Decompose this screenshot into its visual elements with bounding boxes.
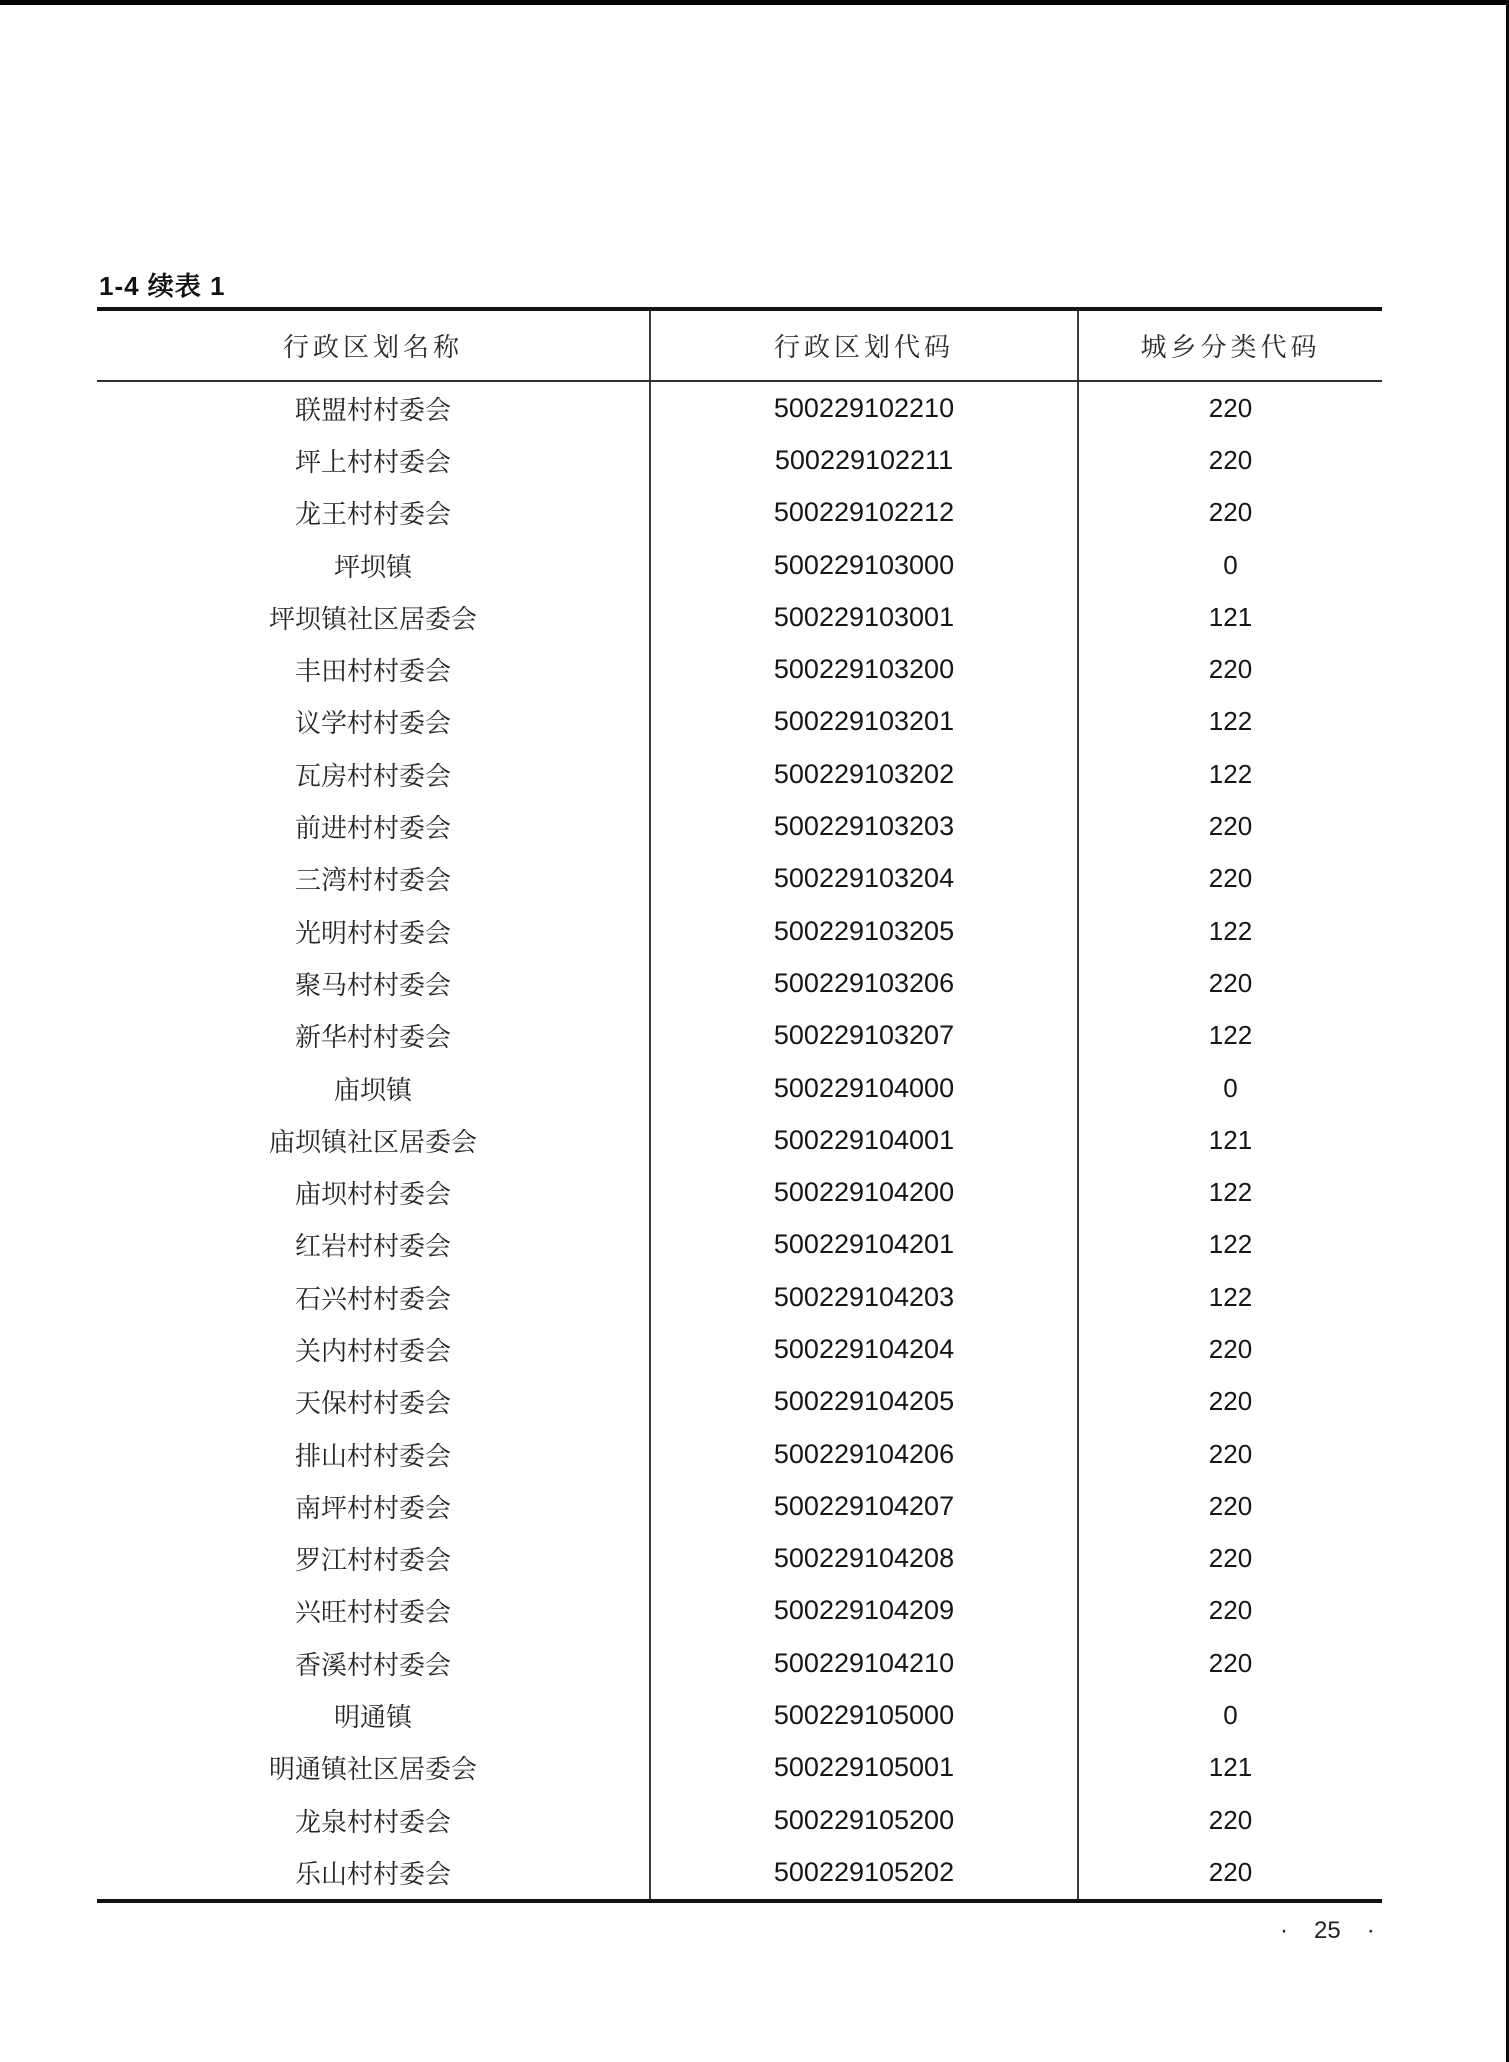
row-name-cell: 龙泉村村委会 bbox=[294, 1807, 451, 1837]
row-code-cell: 500229105202 bbox=[650, 1846, 1078, 1900]
row-name-cell: 光明村村委会 bbox=[294, 918, 451, 948]
row-urban-code-cell: 121 bbox=[1208, 601, 1253, 632]
row-name-cell: 坪坝镇社区居委会 bbox=[268, 604, 477, 634]
row-code-cell: 500229104201 bbox=[650, 1219, 1078, 1271]
row-code-cell: 500229104000 bbox=[650, 1062, 1078, 1114]
row-urban-code-cell: 122 bbox=[1208, 706, 1253, 737]
row-code-cell: 500229104207 bbox=[650, 1480, 1078, 1532]
table-row bbox=[97, 539, 1382, 591]
table-row bbox=[97, 1794, 1382, 1846]
row-urban-code-cell: 122 bbox=[1208, 1177, 1253, 1208]
row-name-cell: 龙王村村委会 bbox=[294, 500, 451, 530]
table-row bbox=[97, 591, 1382, 643]
table-row bbox=[97, 1376, 1382, 1428]
header-urban-rural-code: 城乡分类代码 bbox=[1078, 309, 1382, 381]
row-urban-code-cell: 220 bbox=[1208, 1543, 1253, 1574]
row-name-cell: 石兴村村委会 bbox=[294, 1284, 451, 1314]
row-code-cell: 500229104001 bbox=[650, 1114, 1078, 1166]
row-urban-code-cell: 220 bbox=[1208, 811, 1253, 842]
row-code-cell: 500229103202 bbox=[650, 748, 1078, 800]
row-urban-code-cell: 220 bbox=[1208, 1386, 1253, 1417]
row-code-cell: 500229102210 bbox=[650, 381, 1078, 434]
table-body bbox=[97, 381, 1382, 1901]
row-code-cell: 500229102211 bbox=[650, 434, 1078, 486]
row-code-cell: 500229103204 bbox=[650, 853, 1078, 905]
row-code-cell: 500229105000 bbox=[650, 1689, 1078, 1741]
table-row bbox=[97, 748, 1382, 800]
row-name-cell: 坪坝镇 bbox=[333, 552, 412, 582]
row-code-cell: 500229105200 bbox=[650, 1794, 1078, 1846]
row-name-cell: 南坪村村委会 bbox=[294, 1493, 451, 1523]
row-urban-code-cell: 122 bbox=[1208, 758, 1253, 789]
header-division-name: 行政区划名称 bbox=[97, 309, 650, 381]
row-urban-code-cell: 122 bbox=[1208, 1229, 1253, 1260]
row-name-cell: 排山村村委会 bbox=[294, 1441, 451, 1471]
row-code-cell: 500229103207 bbox=[650, 1010, 1078, 1062]
table-row bbox=[97, 800, 1382, 852]
row-name-cell: 新华村村委会 bbox=[294, 1023, 451, 1053]
row-urban-code-cell: 220 bbox=[1208, 967, 1253, 998]
administrative-division-table bbox=[97, 307, 1382, 1903]
row-code-cell: 500229103206 bbox=[650, 957, 1078, 1009]
row-name-cell: 香溪村村委会 bbox=[294, 1650, 451, 1680]
header-division-code: 行政区划代码 bbox=[650, 309, 1078, 381]
row-urban-code-cell: 220 bbox=[1208, 497, 1253, 528]
row-name-cell: 罗江村村委会 bbox=[294, 1546, 451, 1576]
table-header bbox=[97, 309, 1382, 381]
row-urban-code-cell: 220 bbox=[1208, 1856, 1253, 1887]
row-urban-code-cell: 220 bbox=[1208, 1490, 1253, 1521]
table-row bbox=[97, 853, 1382, 905]
scan-artifact-top-bar bbox=[0, 0, 1509, 5]
row-name-cell: 庙坝镇 bbox=[333, 1075, 412, 1105]
row-urban-code-cell: 220 bbox=[1208, 863, 1253, 894]
page-number bbox=[1280, 1917, 1375, 1945]
table-row bbox=[97, 643, 1382, 695]
row-name-cell: 明通镇 bbox=[333, 1703, 412, 1733]
row-code-cell: 500229104209 bbox=[650, 1585, 1078, 1637]
row-urban-code-cell: 122 bbox=[1208, 1281, 1253, 1312]
table-header-row bbox=[97, 309, 1382, 381]
row-code-cell: 500229104203 bbox=[650, 1271, 1078, 1323]
row-name-cell: 议学村村委会 bbox=[294, 709, 451, 739]
row-code-cell: 500229103200 bbox=[650, 643, 1078, 695]
table-row bbox=[97, 1689, 1382, 1741]
footer-left-dot: · bbox=[1280, 1917, 1288, 1944]
row-urban-code-cell: 220 bbox=[1208, 1438, 1253, 1469]
table-row bbox=[97, 957, 1382, 1009]
table-row bbox=[97, 1323, 1382, 1375]
row-name-cell: 红岩村村委会 bbox=[294, 1232, 451, 1262]
row-code-cell: 500229104200 bbox=[650, 1166, 1078, 1218]
row-code-cell: 500229103001 bbox=[650, 591, 1078, 643]
table-row bbox=[97, 1846, 1382, 1900]
footer-right-dot: · bbox=[1366, 1917, 1375, 1944]
row-name-cell: 联盟村村委会 bbox=[294, 395, 451, 425]
table-row bbox=[97, 1010, 1382, 1062]
row-urban-code-cell: 220 bbox=[1208, 654, 1253, 685]
row-code-cell: 500229104210 bbox=[650, 1637, 1078, 1689]
row-code-cell: 500229102212 bbox=[650, 487, 1078, 539]
footer-page-number: 25 bbox=[1314, 1917, 1341, 1944]
table-row bbox=[97, 1219, 1382, 1271]
row-urban-code-cell: 121 bbox=[1208, 1124, 1253, 1155]
table-row bbox=[97, 1585, 1382, 1637]
row-code-cell: 500229104208 bbox=[650, 1533, 1078, 1585]
table-row bbox=[97, 487, 1382, 539]
table-row bbox=[97, 1428, 1382, 1480]
row-urban-code-cell: 220 bbox=[1208, 444, 1253, 475]
row-code-cell: 500229104205 bbox=[650, 1376, 1078, 1428]
row-name-cell: 三湾村村委会 bbox=[294, 866, 451, 896]
row-code-cell: 500229105001 bbox=[650, 1742, 1078, 1794]
row-urban-code-cell: 122 bbox=[1208, 915, 1253, 946]
table-row bbox=[97, 1062, 1382, 1114]
row-name-cell: 前进村村委会 bbox=[294, 814, 451, 844]
row-name-cell: 关内村村委会 bbox=[294, 1336, 451, 1366]
table-row bbox=[97, 434, 1382, 486]
row-code-cell: 500229103201 bbox=[650, 696, 1078, 748]
row-code-cell: 500229103000 bbox=[650, 539, 1078, 591]
table-row bbox=[97, 1166, 1382, 1218]
row-urban-code-cell: 122 bbox=[1208, 1020, 1253, 1051]
row-name-cell: 庙坝村村委会 bbox=[294, 1180, 451, 1210]
row-urban-code-cell: 0 bbox=[1223, 1700, 1238, 1731]
table-row bbox=[97, 1637, 1382, 1689]
row-urban-code-cell: 0 bbox=[1223, 549, 1238, 580]
table-row bbox=[97, 1114, 1382, 1166]
row-code-cell: 500229104206 bbox=[650, 1428, 1078, 1480]
page-title: 1-4 续表 1 bbox=[99, 271, 226, 301]
row-urban-code-cell: 220 bbox=[1208, 392, 1253, 423]
row-urban-code-cell: 0 bbox=[1223, 1072, 1238, 1103]
table-row bbox=[97, 1480, 1382, 1532]
row-name-cell: 明通镇社区居委会 bbox=[268, 1755, 477, 1785]
table-row bbox=[97, 381, 1382, 434]
row-urban-code-cell: 220 bbox=[1208, 1595, 1253, 1626]
row-name-cell: 天保村村委会 bbox=[294, 1389, 451, 1419]
row-code-cell: 500229103205 bbox=[650, 905, 1078, 957]
row-code-cell: 500229104204 bbox=[650, 1323, 1078, 1375]
row-name-cell: 瓦房村村委会 bbox=[294, 761, 451, 791]
table-row bbox=[97, 696, 1382, 748]
table-row bbox=[97, 1533, 1382, 1585]
row-code-cell: 500229103203 bbox=[650, 800, 1078, 852]
row-name-cell: 兴旺村村委会 bbox=[294, 1598, 451, 1628]
row-name-cell: 丰田村村委会 bbox=[294, 657, 451, 687]
row-urban-code-cell: 220 bbox=[1208, 1333, 1253, 1364]
row-urban-code-cell: 220 bbox=[1208, 1647, 1253, 1678]
row-urban-code-cell: 220 bbox=[1208, 1804, 1253, 1835]
row-name-cell: 聚马村村委会 bbox=[294, 970, 451, 1000]
row-name-cell: 乐山村村委会 bbox=[294, 1859, 451, 1889]
row-name-cell: 坪上村村委会 bbox=[294, 447, 451, 477]
row-urban-code-cell: 121 bbox=[1208, 1752, 1253, 1783]
table-row bbox=[97, 905, 1382, 957]
row-name-cell: 庙坝镇社区居委会 bbox=[268, 1127, 477, 1157]
table-row bbox=[97, 1742, 1382, 1794]
table-row bbox=[97, 1271, 1382, 1323]
